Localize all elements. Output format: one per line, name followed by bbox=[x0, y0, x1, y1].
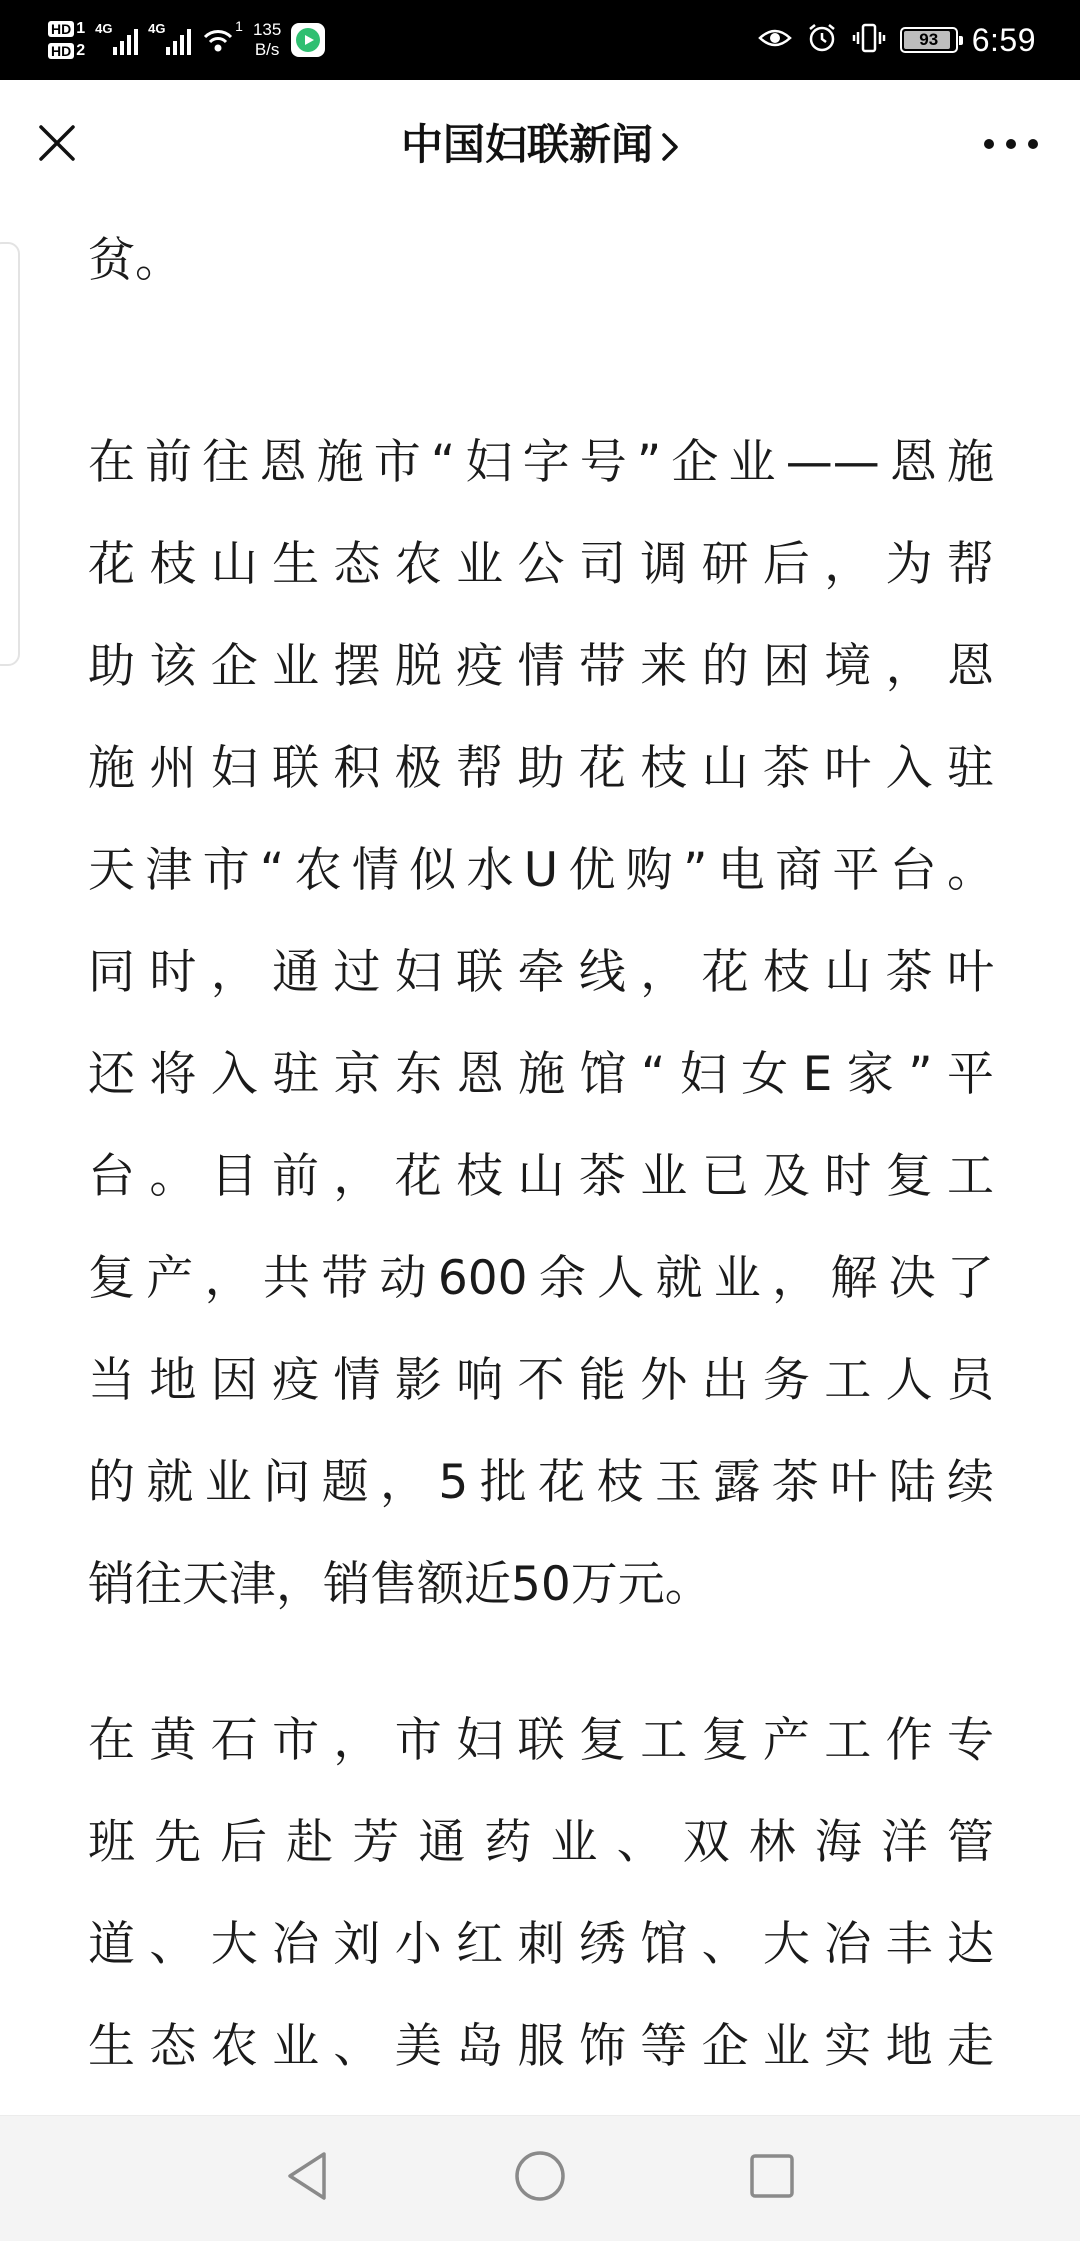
article-line: 还将入驻京东恩施馆“妇女E家”平 bbox=[88, 1047, 994, 1102]
article-paragraph-1 bbox=[88, 412, 994, 1636]
article-line: 的就业问题，5批花枝玉露茶叶陆续 bbox=[88, 1455, 994, 1510]
home-icon bbox=[513, 2149, 567, 2207]
article-paragraph-0 bbox=[88, 210, 994, 312]
article-line: 在前往恩施市“妇字号”企业——恩施 bbox=[88, 435, 994, 490]
article-line: 贫。 bbox=[88, 233, 182, 288]
recents-button[interactable] bbox=[742, 2148, 802, 2208]
article-line: 助该企业摆脱疫情带来的困境，恩 bbox=[88, 639, 994, 694]
article-line: 生态农业、美岛服饰等企业实地走 bbox=[88, 2019, 994, 2074]
vibrate-icon bbox=[852, 22, 886, 59]
recents-icon bbox=[748, 2152, 796, 2204]
network-speed bbox=[253, 20, 281, 60]
hd-sub-1: 1 bbox=[76, 20, 86, 37]
article-line: 施州妇联积极帮助花枝山茶叶入驻 bbox=[88, 741, 994, 796]
title-bar bbox=[0, 80, 1080, 210]
hd-label-1: HD bbox=[48, 21, 74, 37]
article-body[interactable] bbox=[0, 210, 1080, 2115]
wifi-icon bbox=[201, 23, 235, 57]
network-speed-unit: B/s bbox=[254, 40, 280, 59]
hd-indicator-1 bbox=[48, 20, 85, 38]
signal-strength-icon-1 bbox=[95, 21, 138, 55]
hd-indicator-2 bbox=[48, 42, 85, 60]
back-icon bbox=[284, 2150, 332, 2206]
account-name: 中国妇联新闻 bbox=[400, 120, 653, 169]
more-button[interactable] bbox=[976, 124, 1046, 164]
hd-indicators bbox=[48, 20, 85, 60]
article-line: 当地因疫情影响不能外出务工人员 bbox=[88, 1353, 994, 1408]
wifi-badge: 1 bbox=[235, 18, 243, 34]
network-type-2: 4G bbox=[148, 21, 166, 36]
more-icon bbox=[983, 135, 1039, 154]
article-line: 在黄石市，市妇联复工复产工作专 bbox=[88, 1713, 994, 1768]
home-button[interactable] bbox=[510, 2148, 570, 2208]
chevron-right-icon bbox=[661, 121, 679, 175]
network-speed-value: 135 bbox=[252, 20, 282, 39]
article-line: 花枝山生态农业公司调研后，为帮 bbox=[88, 537, 994, 592]
status-left bbox=[48, 12, 325, 68]
clock: 6:59 bbox=[971, 21, 1036, 58]
article-line: 复产，共带动600余人就业，解决了 bbox=[88, 1251, 994, 1306]
back-button[interactable] bbox=[278, 2148, 338, 2208]
account-title[interactable] bbox=[0, 118, 1080, 175]
alarm-icon bbox=[806, 22, 838, 59]
navigation-bar bbox=[0, 2115, 1080, 2241]
network-type-1: 4G bbox=[95, 21, 113, 36]
article-line: 销往天津，销售额近50万元。 bbox=[88, 1557, 712, 1612]
article-line: 道、大冶刘小红刺绣馆、大冶丰达 bbox=[88, 1917, 994, 1972]
signal-strength-icon-2 bbox=[148, 21, 191, 55]
article-line: 班先后赴芳通药业、双林海洋管 bbox=[88, 1815, 994, 1870]
battery-percent: 93 bbox=[919, 30, 939, 49]
status-bar bbox=[0, 0, 1080, 80]
article-line: 台。目前，花枝山茶业已及时复工 bbox=[88, 1149, 994, 1204]
video-app-icon bbox=[291, 23, 325, 57]
eye-icon bbox=[758, 26, 792, 55]
status-right bbox=[758, 12, 1036, 68]
battery-icon bbox=[900, 27, 958, 53]
article-line: 天津市“农情似水U优购”电商平台。 bbox=[88, 843, 994, 898]
article-line: 同时，通过妇联牵线，花枝山茶叶 bbox=[88, 945, 994, 1000]
article-paragraph-2 bbox=[88, 1690, 994, 2098]
hd-label-2: HD bbox=[48, 43, 74, 59]
hd-sub-2: 2 bbox=[76, 42, 86, 59]
side-panel-edge bbox=[0, 242, 20, 666]
